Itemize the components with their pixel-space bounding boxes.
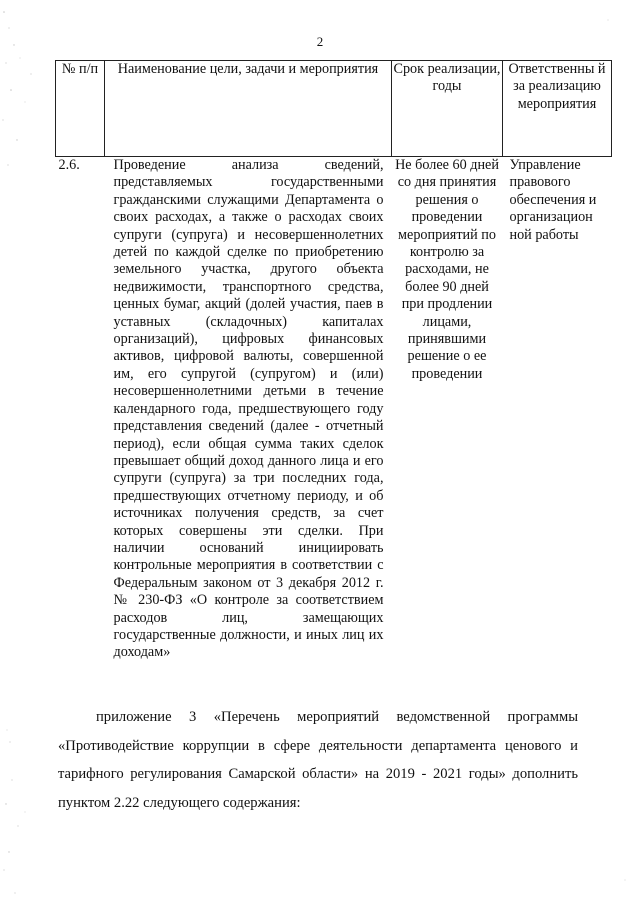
page-number: 2 bbox=[316, 34, 324, 49]
header-number: № п/п bbox=[56, 61, 105, 157]
table-header-row bbox=[56, 61, 612, 157]
header-measure-name: Наименование цели, задачи и мероприятия bbox=[105, 61, 392, 157]
table-row bbox=[56, 157, 612, 662]
measures-table bbox=[55, 60, 612, 662]
amendment-paragraph: приложение 3 «Перечень мероприятий ведомственной программы «Противодействие коррупции в сфере деятельности департамента ценового и тарифного регулирования Самарской области» на 2019 - 2021 годы» дополнить пунктом 2.22 следующего содержания: bbox=[58, 709, 578, 811]
row-number: 2.6. bbox=[58, 157, 80, 173]
row-measure-name: Проведение анализа сведений, представляемых государственными гражданскими служащими Департамента о своих расходах, а также о расходах своих супруги (супруга) и несовершеннолетних детей по каждой сделке по приобретению земельного участка, другого объекта недвижимости, транспортного средства, ценных бумаг, акций (долей участия, паев в уставных (складочных) капиталах организаций), цифровых финансовых активов, цифровой валюты, совершенной им, его супругой (супругом) и (или) несовершеннолетними детьми в течение календарного года, предшествующего году представления сведений (далее - отчетный период), если общая сумма таких сделок превышает общий доход данного лица и его супруги (супруга) за три последних года, предшествующих отчетному периоду, и об источниках получения средств, за счет которых совершены эти сделки. При наличии оснований инициировать контрольные мероприятия в соответствии с Федеральным законом от 3 декабря 2012 г. № 230-ФЗ «О контроле за соответствием расходов лиц, замещающих государственные должности, и иных лиц их доходам» bbox=[113, 157, 384, 661]
row-responsible: Управление правового обеспечения и организацион ной работы bbox=[509, 157, 597, 243]
row-term: Не более 60 дней со дня принятия решения о проведении мероприятий по контролю за расходами, не более 90 дней при продлении лицами, принявшими решение о ее проведении bbox=[395, 157, 499, 382]
header-term: Срок реализации, годы bbox=[392, 61, 503, 157]
header-responsible: Ответственны й за реализацию мероприятия bbox=[503, 61, 612, 157]
